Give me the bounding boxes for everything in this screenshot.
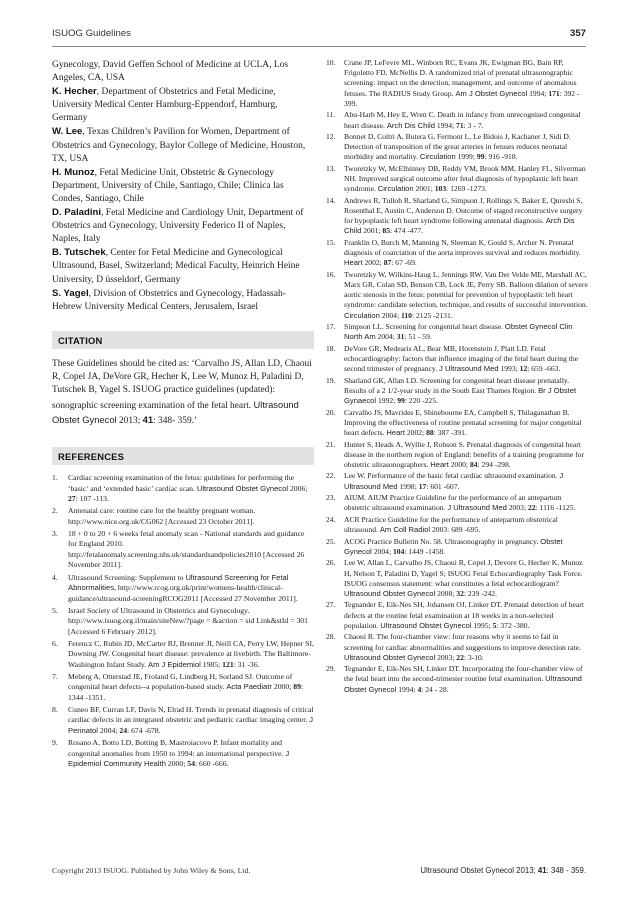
reference-number: 14.	[326, 195, 336, 205]
reference-journal: J Perinatol	[68, 715, 313, 735]
reference-number: 26.	[326, 558, 336, 568]
reference-pages: : 294 -298.	[477, 459, 511, 469]
reference-item	[326, 471, 588, 491]
reference-journal: Ultrasound Screening for Fetal Abnormalities	[68, 572, 289, 593]
footer-journal: Ultrasound Obstet Gynecol	[420, 866, 515, 875]
reference-journal: Obstet Gynecol Clin North Am	[344, 322, 573, 342]
reference-number: 24.	[326, 514, 336, 524]
reference-number: 1.	[52, 473, 58, 483]
reference-volume: 12	[519, 364, 528, 374]
reference-year: 1999;	[455, 152, 477, 162]
reference-item	[52, 672, 314, 704]
reference-pages: : 107 -113.	[75, 494, 109, 504]
footer-year: 2013;	[514, 866, 538, 875]
affiliation-text: , Fetal Medicine Unit, Obstetric & Gynecology Department, University of Chile, Santiago, Chile; Clinica las Condes, Santiago, Chile	[52, 167, 284, 204]
reference-volume: 4	[417, 684, 422, 694]
reference-volume: 22	[527, 503, 536, 513]
reference-number: 21.	[326, 439, 336, 449]
reference-journal: Br J Obstet Gynaecol	[344, 385, 577, 406]
affiliation-entry	[52, 246, 314, 286]
author-name: W. Lee	[52, 126, 83, 138]
reference-volume: 31	[396, 332, 405, 342]
affiliation-entry	[52, 287, 314, 314]
citation-text	[52, 358, 314, 428]
reference-text: Cuneo BF, Curran LF, Davis N, Elrad H. Trends in prenatal diagnosis of critical cardiac defects in an integrated obstetric and pediatric cardiac imaging center.	[68, 704, 314, 725]
reference-pages: : 3-10.	[463, 652, 484, 662]
reference-item	[52, 529, 314, 571]
author-name: B. Tutschek	[52, 247, 106, 259]
reference-journal: Ultrasound Obstet Gynecol	[344, 652, 436, 662]
reference-journal: J Ultrasound Med	[439, 364, 499, 374]
reference-journal: Am J Epidemiol	[148, 659, 201, 669]
reference-volume: 5	[492, 620, 497, 630]
reference-volume: 103	[434, 184, 447, 194]
reference-item	[326, 515, 588, 535]
reference-journal: Arch Dis Child	[386, 120, 435, 130]
reference-pages: : 31 -36.	[233, 659, 260, 669]
reference-item	[326, 493, 588, 513]
reference-year: 1994;	[434, 120, 457, 130]
citation-volume: 41	[142, 413, 154, 425]
reference-item	[326, 344, 588, 375]
reference-text: Tegnander E, Eik-Nes SH, Johansen OJ, Linker DT. Prenatal detection of heart defects at the routine fetal examination at 18 weeks in a non-selected population.	[344, 600, 584, 630]
reference-text: 18 + 0 to 20 + 6 weeks fetal anomaly scan - National standards and guidance for England 2010. http://fetalanomaly.screening.nhs.uk/standardsandpolicies2010 [Accessed 26 November 2011].	[68, 528, 305, 570]
reference-number: 9.	[52, 738, 58, 748]
reference-year: 2000;	[448, 459, 470, 469]
reference-pages: : 916 -918.	[484, 152, 518, 162]
reference-item	[326, 558, 588, 599]
reference-item	[52, 639, 314, 671]
reference-text: Ferencz C, Rubin JD, McCarter RJ, Brenner JI, Neill CA, Perry LW, Hepner SI, Downing JW. Congenital heart disease: prevalence at livebirth. The Baltimore-Washington Infant Study.	[68, 638, 314, 669]
reference-text: Andrews R, Tulloh R, Sharland G, Simpson J, Rollings S, Baker E, Qureshi S, Rosenthal E, Austin C, Anderson D. Outcome of staged reconstructive surgery for hypoplastic left heart syndrome following antenatal diagnosis.	[344, 195, 583, 226]
reference-pages: : 3 - 7.	[463, 120, 484, 130]
citation-heading: CITATION	[52, 331, 314, 349]
reference-year: 1994;	[527, 88, 549, 98]
reference-item	[326, 164, 588, 195]
reference-journal: Heart	[430, 459, 449, 469]
reference-text: Tworetzky W, Wilkins-Haug L, Jennings RW, Van Der Velde ME, Marshall AC, Marx GR, Colan SD, Benson CB, Lock JE, Perry SB. Balloon dilation of severe aortic stenosis in the fetus: potential for prevention of hypoplastic left heart syndrome: candidate selection, technique, and results of successful intervention.	[344, 269, 588, 310]
references-list-left	[52, 473, 314, 769]
reference-text: Lee W, Allan L, Carvalho JS, Chaoui R, Copel J, Devore G, Hecher K, Munoz H, Nelson T, Paladini D, Yagel S; ISUOG Fetal Echocardiography Task Force. ISUOG consensus statement: what constitutes a fetal echocardiogram?	[344, 558, 583, 588]
reference-number: 29.	[326, 664, 336, 674]
reference-number: 28.	[326, 632, 336, 642]
affiliation-entry	[52, 125, 314, 165]
reference-text: Carvalho JS, Mavrides E, Shinebourne EA, Campbell S, Thilaganathan B. Improving the effectiveness of routine prenatal screening for major congenital heart defects.	[344, 407, 582, 438]
reference-year: 2001;	[413, 184, 435, 194]
reference-number: 11.	[326, 110, 336, 120]
reference-volume: 171	[548, 88, 560, 98]
reference-volume: 88	[426, 428, 434, 438]
citation-journal: Ultrasound Obstet Gynecol	[52, 398, 299, 425]
reference-year: 2000;	[165, 759, 188, 769]
reference-item	[52, 473, 314, 505]
reference-text: Tegnander E, Eik-Nes SH, Linker DT. Incorporating the four-chamber view of the fetal heart into the second-trimester routine fetal examination.	[344, 664, 583, 684]
reference-number: 12.	[326, 132, 336, 142]
reference-journal: Circulation	[344, 310, 380, 320]
affiliation-entry	[52, 206, 314, 246]
reference-item	[326, 537, 588, 557]
reference-text: Rosano A, Botto LD, Botting B, Mastroiacovo P. Infant mortality and congenital anomalies from 1950 to 1994: an international perspective.	[68, 738, 286, 758]
reference-item	[326, 440, 588, 471]
reference-number: 2.	[52, 506, 58, 516]
reference-journal: Ultrasound Obstet Gynecol	[196, 483, 289, 493]
reference-journal: J Ultrasound Med	[344, 471, 564, 491]
reference-text: Meberg A, Otterstad JE, Froland G, Lindberg H, Sorland SJ. Outcome of congenital heart defects--a population-based study.	[68, 671, 293, 692]
author-name: K. Hecher	[52, 86, 97, 98]
reference-item	[326, 408, 588, 439]
reference-item	[52, 606, 314, 638]
reference-volume: 89	[293, 682, 301, 692]
reference-number: 25.	[326, 536, 336, 546]
reference-item	[326, 600, 588, 631]
reference-number: 20.	[326, 407, 336, 417]
reference-journal: Arch Dis Child	[344, 216, 575, 236]
reference-text: Ultrasound Screening: Supplement to	[68, 572, 186, 582]
reference-journal: Heart	[344, 258, 363, 268]
reference-item	[326, 238, 588, 269]
reference-journal: Ultrasound Obstet Gynecol	[344, 588, 436, 598]
reference-year: 2003;	[506, 503, 528, 513]
reference-item	[326, 376, 588, 407]
affiliation-text: , Division of Obstetrics and Gynecology, Hadassah-Hebrew University Medical Centers, Jerusalem, Israel	[52, 288, 286, 312]
reference-item	[326, 632, 588, 663]
reference-pages: : 220 -225.	[404, 396, 438, 406]
reference-text: AIUM. AIUM Practice Guideline for the performance of an antepartum obstetric ultrasound examination.	[344, 493, 562, 513]
reference-year: 2003;	[435, 652, 457, 662]
reference-text: Simpson LL. Screening for congenital heart disease.	[344, 322, 505, 332]
reference-item	[326, 196, 588, 237]
reference-number: 19.	[326, 375, 336, 385]
reference-pages: : 372 -380.	[496, 620, 530, 630]
reference-text: Israel Society of Ultrasound in Obstetrics and Gynecology. http://www.isuog.org.il/main/siteNew/?page = &action = sid Link&stId = 301 [Accessed 6 February 2012].	[68, 605, 308, 636]
reference-pages: : 659 -663.	[527, 364, 561, 374]
reference-pages: : 51 - 59.	[404, 332, 432, 342]
reference-number: 16.	[326, 269, 336, 279]
reference-pages: : 1116 -1125.	[535, 503, 576, 513]
reference-year: 2003: 689 -695.	[430, 525, 481, 535]
citation-body: These Guidelines should be cited as: ‘Carvalho JS, Allan LD, Chaoui R, Copel JA, DeVore GR, Hecher K, Lee W, Munoz H, Paladini D, Tutschek B, Yagel S. ISUOG practice guidelines (updated): sonographic screening examination of the fetal heart.	[52, 358, 312, 411]
reference-text: Hunter S, Heads A, Wyllie J, Robson S. Prenatal diagnosis of congenital heart disease in the northern region of England: benefits of a training programme for obstetric ultrasonographers.	[344, 439, 584, 469]
reference-pages: : 1344 -1351.	[68, 682, 304, 702]
reference-volume: 85	[382, 226, 391, 236]
author-name: S. Yagel	[52, 287, 89, 299]
reference-item	[52, 738, 314, 770]
reference-pages: : 2125 -2131.	[411, 310, 453, 320]
reference-number: 17.	[326, 322, 336, 332]
left-column	[52, 58, 314, 771]
affiliation-text: , Fetal Medicine and Cardiology Unit, Department of Obstetrics and Gynecology, University Federico II of Naples, Naples, Italy	[52, 208, 304, 245]
reference-item	[326, 270, 588, 321]
references-heading: REFERENCES	[52, 447, 314, 465]
reference-number: 27.	[326, 600, 336, 610]
reference-year: 2008;	[435, 588, 457, 598]
reference-year: 2004;	[97, 725, 120, 735]
reference-journal: Acta Paediatr	[226, 682, 272, 692]
reference-journal: Ultrasound Obstet Gynecol	[344, 674, 582, 694]
reference-volume: 104	[392, 546, 405, 556]
reference-volume: 99	[397, 396, 405, 406]
reference-year: 2004;	[379, 310, 401, 320]
reference-text: Crane JP, LeFevre ML, Winborn RC, Evans JK, Ewigman BG, Bain RP, Frigoletto FD, McNellis D. A randomized trial of prenatal ultrasonographic screening: impact on the detection, management, and outcome of anomalous fetuses. The RADIUS Study Group.	[344, 58, 577, 98]
reference-volume: 27	[68, 494, 76, 504]
reference-item	[326, 58, 588, 109]
affiliation-text: , Department of Obstetrics and Fetal Medicine, University Medical Center Hamburg-Eppendorf, Hamburg, Germany	[52, 87, 278, 124]
affiliation-text: , Texas Children’s Pavilion for Women, Department of Obstetrics and Gynecology, Baylor College of Medicine, Houston, TX, USA	[52, 127, 306, 164]
reference-pages: : 1269 -1273.	[446, 184, 487, 194]
reference-pages: : 1449 -1458.	[404, 546, 446, 556]
reference-text: DeVore GR, Medearis AL, Bear MB, Horenstein J, Platt LD. Fetal echocardiography: factors that influence imaging of the fetal heart during the second trimester of pregnancy.	[344, 343, 579, 374]
reference-journal: J Epidemiol Community Health	[68, 748, 290, 769]
author-name: D. Paladini	[52, 207, 102, 219]
affiliation-text: , Center for Fetal Medicine and Gynecological Ultrasound, Basel, Switzerland; Medical Faculty, Heinrich Heine University, D üsseldorf, Germany	[52, 248, 300, 285]
reference-journal: Am Coll Radiol	[379, 525, 431, 535]
reference-text: Bonnet D, Coltri A, Butera G, Fermont L, Le Bidois J, Kachaner J, Sidi D. Detection of transposition of the great arteries in fetuses reduces neonatal morbidity and mortality.	[344, 132, 571, 162]
reference-volume: 24	[119, 725, 128, 735]
reference-text: ACOG Practice Bulletin No. 58. Ultrasonography in pregnancy.	[344, 536, 541, 546]
reference-volume: 84	[469, 459, 478, 469]
reference-item	[326, 664, 588, 695]
reference-year: 1998;	[397, 481, 419, 491]
reference-journal: Ultrasound Obstet Gynecol	[380, 620, 472, 630]
reference-number: 23.	[326, 493, 336, 503]
reference-pages: : 239 -242.	[463, 588, 497, 598]
reference-journal: Heart	[386, 428, 405, 438]
reference-number: 10.	[326, 58, 336, 67]
references-list-right	[326, 58, 588, 695]
reference-volume: 71	[456, 120, 464, 130]
reference-volume: 110	[400, 310, 412, 320]
reference-number: 4.	[52, 572, 58, 582]
reference-item	[326, 132, 588, 163]
reference-volume: 99	[476, 152, 485, 162]
reference-volume: 121	[222, 659, 234, 669]
reference-text: Cardiac screening examination of the fetus: guidelines for performing the ‘basic’ and ‘extended basic’ cardiac scan.	[68, 473, 295, 493]
affiliations-block	[52, 58, 314, 314]
citation-year: 2013;	[116, 415, 143, 426]
reference-year: 1994;	[396, 684, 418, 694]
footer-volume: 41	[537, 866, 547, 875]
reference-item	[52, 705, 314, 737]
reference-pages: : 674 -678.	[127, 725, 161, 735]
reference-year: 1993;	[498, 364, 520, 374]
author-name: H. Munoz	[52, 166, 95, 178]
page-number: 357	[569, 28, 586, 39]
reference-year: 2004;	[371, 546, 393, 556]
reference-item	[52, 573, 314, 605]
reference-text: Antenatal care: routine care for the healthy pregnant woman. http://www.nice.org.uk/CG062 [Accessed 23 October 2011].	[68, 506, 256, 526]
reference-text: Chaoui R. The four-chamber view: four reasons why it seems to fail in screening for cardiac abnormalities and suggestions to improve detection rate.	[344, 632, 582, 652]
page-footer	[52, 866, 586, 880]
reference-item	[326, 110, 588, 130]
reference-number: 6.	[52, 638, 58, 648]
reference-number: 5.	[52, 605, 58, 615]
reference-text: Franklin O, Burch M, Manning N, Sleeman K, Gould S, Archer N. Prenatal diagnosis of coarctation of the aorta improves survival and reduces morbidity.	[344, 237, 581, 258]
affiliation-entry	[52, 85, 314, 125]
reference-pages: : 660 -666.	[194, 759, 229, 769]
reference-number: 18.	[326, 343, 336, 353]
footer-pages: : 348 - 359.	[546, 866, 586, 875]
citation-pages: : 348- 359.’	[153, 415, 198, 426]
reference-year: 1992;	[376, 396, 398, 406]
reference-item	[326, 322, 588, 342]
reference-text: ACR Practice Guideline for the performance of antepartum obstetrical ultrasound.	[344, 514, 558, 535]
running-header	[52, 22, 586, 47]
reference-pages: : 474 -477.	[390, 226, 424, 236]
reference-text: Tworetzky W, McElhinney DB, Reddy VM, Brook MM, Hanley FL, Silverman NH. Improved surgical outcome after fetal diagnosis of hypoplastic left heart syndrome.	[344, 163, 586, 194]
reference-year: 1985;	[200, 659, 223, 669]
right-column	[326, 58, 588, 696]
reference-text: Lee W. Performance of the basic fetal cardiac ultrasound examination.	[344, 471, 560, 481]
reference-number: 7.	[52, 671, 58, 681]
affiliation-text: Gynecology, David Geffen School of Medicine at UCLA, Los Angeles, CA, USA	[52, 60, 289, 84]
running-title: ISUOG Guidelines	[52, 28, 131, 39]
reference-number: 13.	[326, 163, 336, 173]
reference-journal: J Ultrasound Med	[447, 503, 507, 513]
reference-volume: 17	[418, 481, 427, 491]
reference-volume: 54	[187, 759, 195, 769]
reference-number: 15.	[326, 237, 336, 247]
reference-volume: 22	[456, 652, 464, 662]
reference-journal: Am J Obstet Gynecol	[455, 88, 528, 98]
reference-pages: : 387 -391.	[433, 428, 467, 438]
reference-year: 2002;	[362, 258, 384, 268]
reference-number: 22.	[326, 471, 336, 481]
reference-text: Sharland GK, Allan LD. Screening for congenital heart disease prenatally. Results of a 2 1/2-year study in the South East Thames Region.	[344, 375, 570, 395]
reference-pages: : 67 -69.	[391, 258, 417, 268]
reference-volume: 32	[456, 588, 464, 598]
reference-year: 2004;	[375, 332, 397, 342]
reference-year: 2000;	[271, 682, 294, 692]
affiliation-entry	[52, 166, 314, 206]
reference-volume: 87	[383, 258, 392, 268]
reference-pages: : 601 -607.	[426, 481, 460, 491]
reference-number: 8.	[52, 704, 58, 714]
footer-citation	[420, 866, 586, 875]
reference-journal: Circulation	[377, 184, 414, 194]
reference-year: 1995;	[471, 620, 493, 630]
reference-journal: Obstet Gynecol	[344, 536, 563, 556]
reference-year: , http://www.rcog.org.uk/print/womens-health/clinical-guidance/ultrasound-screeningRCOG2011 [Accessed 27 November 2011].	[68, 583, 298, 603]
reference-pages: : 392 - 399.	[344, 88, 580, 108]
copyright-notice: Copyright 2013 ISUOG. Published by John Wiley & Sons, Ltd.	[52, 866, 251, 875]
reference-year: 2006;	[288, 483, 308, 493]
reference-journal: Circulation	[419, 152, 456, 162]
reference-year: 2002;	[404, 428, 427, 438]
affiliation-entry	[52, 58, 314, 85]
reference-item	[52, 506, 314, 527]
reference-year: 2001;	[361, 226, 383, 236]
reference-pages: : 24 - 28.	[421, 684, 449, 694]
reference-text: Abu-Harb M, Hey E, Wren C. Death in infancy from unrecognised congenital heart disease.	[344, 110, 581, 130]
reference-number: 3.	[52, 528, 58, 538]
